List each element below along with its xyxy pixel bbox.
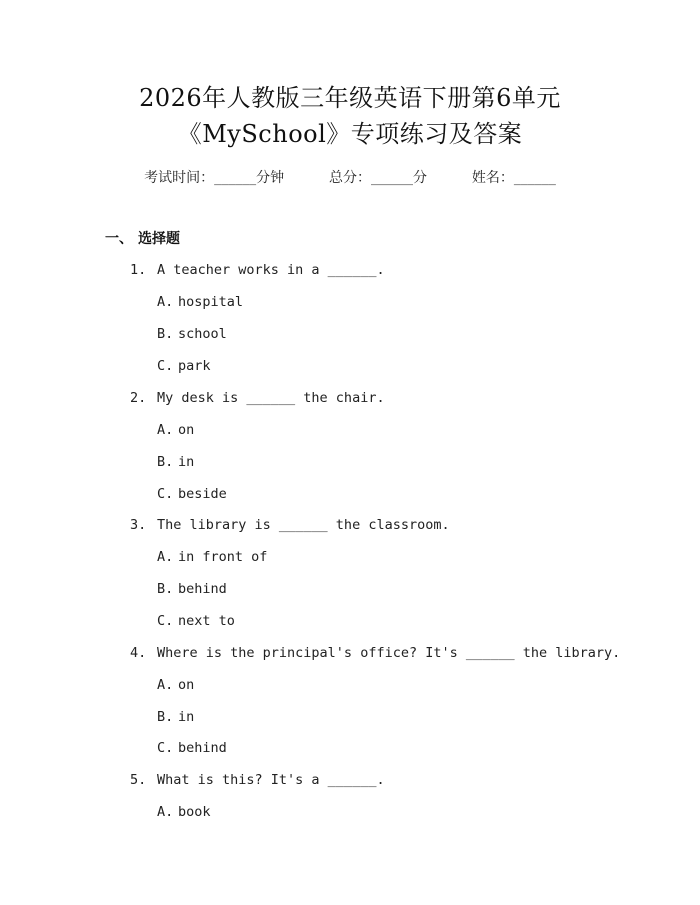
option-letter: A.	[157, 422, 174, 438]
option-1c	[157, 356, 211, 376]
option-text: in	[178, 709, 195, 725]
question-number: 2.	[130, 390, 147, 406]
option-5a	[157, 802, 211, 822]
option-1b	[157, 324, 227, 344]
option-text: on	[178, 677, 195, 693]
option-text: in	[178, 454, 195, 470]
exam-time-field: 考试时间：______分钟	[144, 170, 285, 186]
option-letter: B.	[157, 454, 174, 470]
option-4c	[157, 738, 227, 758]
question-1	[130, 260, 385, 280]
option-2b	[157, 452, 194, 472]
option-3a	[157, 547, 267, 567]
option-letter: C.	[157, 740, 174, 756]
question-2	[130, 388, 385, 408]
question-number: 3.	[130, 517, 147, 533]
option-text: hospital	[178, 294, 244, 310]
question-text: Where is the principal's office? It's ______ the library.	[157, 645, 621, 661]
option-letter: B.	[157, 709, 174, 725]
option-letter: A.	[157, 294, 174, 310]
option-letter: C.	[157, 613, 174, 629]
exam-info-row	[0, 168, 700, 188]
question-number: 1.	[130, 262, 147, 278]
document-title-line2: 《MySchool》专项练习及答案	[177, 120, 523, 148]
document-title-line1: 2026年人教版三年级英语下册第6单元	[139, 84, 561, 112]
option-text: behind	[178, 581, 227, 597]
question-4	[130, 643, 620, 663]
question-text: A teacher works in a ______.	[157, 262, 385, 278]
option-letter: C.	[157, 486, 174, 502]
option-letter: B.	[157, 581, 174, 597]
option-text: school	[178, 326, 227, 342]
option-text: book	[178, 804, 211, 820]
option-1a	[157, 292, 243, 312]
total-score-field: 总分：______分	[329, 170, 427, 186]
option-letter: A.	[157, 677, 174, 693]
option-letter: C.	[157, 358, 174, 374]
option-3b	[157, 579, 227, 599]
option-text: park	[178, 358, 211, 374]
section-number: 一、	[105, 231, 133, 247]
student-name-field: 姓名：______	[471, 170, 556, 186]
question-text: The library is ______ the classroom.	[157, 517, 450, 533]
question-number: 4.	[130, 645, 147, 661]
question-text: My desk is ______ the chair.	[157, 390, 385, 406]
option-4a	[157, 675, 194, 695]
option-text: behind	[178, 740, 227, 756]
option-text: on	[178, 422, 195, 438]
option-text: beside	[178, 486, 227, 502]
option-letter: A.	[157, 549, 174, 565]
option-text: next to	[178, 613, 235, 629]
option-4b	[157, 707, 194, 727]
section-heading	[105, 229, 180, 249]
option-letter: A.	[157, 804, 174, 820]
option-text: in front of	[178, 549, 268, 565]
question-text: What is this? It's a ______.	[157, 772, 385, 788]
question-3	[130, 515, 450, 535]
option-letter: B.	[157, 326, 174, 342]
option-2a	[157, 420, 194, 440]
section-title: 选择题	[138, 231, 180, 247]
question-number: 5.	[130, 772, 147, 788]
question-5	[130, 770, 385, 790]
option-3c	[157, 611, 235, 631]
option-2c	[157, 484, 227, 504]
